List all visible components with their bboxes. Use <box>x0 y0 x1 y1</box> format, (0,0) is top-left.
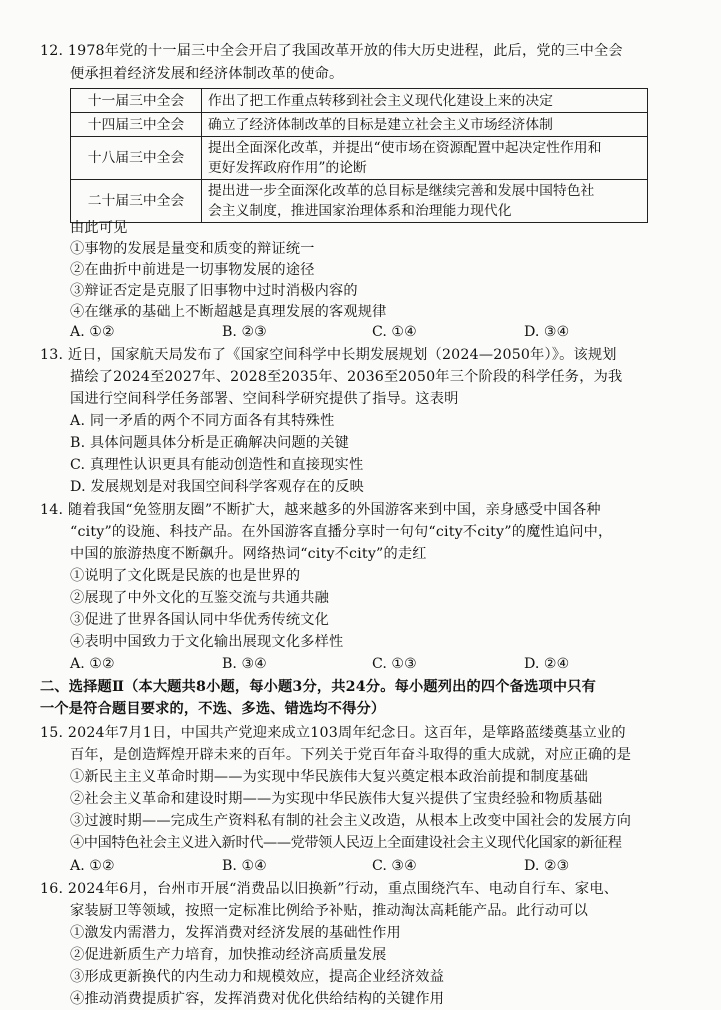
q15-stem-line2: 百年，是创造辉煌开辟未来的百年。下列关于党百年奋斗取得的重大成就，对应正确的是 <box>70 747 632 763</box>
q14-option-c: C. ①③ <box>372 656 417 672</box>
q12-option-d: D. ③④ <box>524 324 570 340</box>
content-line: 提出全面深化改革，并提出“使市场在资源配置中起决定性作用和 <box>208 140 602 156</box>
q12-option-c: C. ①④ <box>372 324 417 340</box>
table-row <box>71 180 648 223</box>
q12-sessions-table <box>70 88 648 223</box>
session-cell: 十八届三中全会 <box>71 137 202 180</box>
q14-item-1: ①说明了文化既是民族的也是世界的 <box>70 568 301 584</box>
q13-choice-d: D. 发展规划是对我国空间科学客观存在的反映 <box>70 479 364 495</box>
content-cell: 确立了经济体制改革的目标是建立社会主义市场经济体制 <box>202 113 648 137</box>
content-line: 会主义制度，推进国家治理体系和治理能力现代化 <box>208 203 512 219</box>
section-2-heading: 二、选择题Ⅱ（本大题共8小题，每小题3分，共24分。每小题列出的四个备选项中只有 <box>40 679 597 695</box>
section-2-heading-line2: 一个是符合题目要求的，不选、多选、错选均不得分） <box>40 701 386 717</box>
session-cell: 十一届三中全会 <box>71 89 202 113</box>
table-row <box>71 137 648 180</box>
content-line: 提出进一步全面深化改革的总目标是继续完善和发展中国特色社 <box>208 183 595 199</box>
q13-choice-b: B. 具体问题具体分析是正确解决问题的关键 <box>70 435 350 451</box>
session-cell: 十四届三中全会 <box>71 113 202 137</box>
q12-stem-line1: 12. 1978年党的十一届三中全会开启了我国改革开放的伟大历史进程，此后，党的三中全会 <box>40 43 623 59</box>
q12-item-3: ③辩证否定是克服了旧事物中过时消极内容的 <box>70 283 358 299</box>
q14-option-a: A. ①② <box>70 656 115 672</box>
q16-item-3: ③形成更新换代的内生动力和规模效应，提高企业经济效益 <box>70 969 445 985</box>
q16-item-1: ①激发内需潜力，发挥消费对经济发展的基础性作用 <box>70 925 401 941</box>
q15-stem-line1: 15. 2024年7月1日，中国共产党迎来成立103周年纪念日。这百年，是筚路蓝缕奠基立业的 <box>40 725 626 741</box>
q15-option-a: A. ①② <box>70 858 115 874</box>
q16-item-4: ④推动消费提质扩容，发挥消费对优化供给结构的关键作用 <box>70 991 445 1007</box>
q12-item-4: ④在继承的基础上不断超越是真理发展的客观规律 <box>70 304 387 320</box>
content-line: 更好发挥政府作用”的论断 <box>208 160 367 176</box>
q12-option-a: A. ①② <box>70 324 115 340</box>
q14-stem-line3: 中国的旅游热度不断飙升。网络热词“city不city”的走红 <box>70 546 427 562</box>
q15-option-c: C. ③④ <box>372 858 417 874</box>
q14-option-d: D. ②④ <box>524 656 570 672</box>
q13-choice-c: C. 真理性认识更具有能动创造性和直接现实性 <box>70 457 364 473</box>
q12-stem-line2: 便承担着经济发展和经济体制改革的使命。 <box>70 66 344 82</box>
q16-stem-line2: 家装厨卫等领域，按照一定标准比例给予补贴，推动淘汰高耗能产品。此行动可以 <box>70 903 588 919</box>
q15-item-2: ②社会主义革命和建设时期——为实现中华民族伟大复兴提供了宝贵经验和物质基础 <box>70 791 603 807</box>
content-cell <box>202 137 648 180</box>
q13-choice-a: A. 同一矛盾的两个不同方面各有其特殊性 <box>70 413 335 429</box>
q16-item-2: ②促进新质生产力培育，加快推动经济高质量发展 <box>70 947 387 963</box>
q14-item-4: ④表明中国致力于文化输出展现文化多样性 <box>70 634 344 650</box>
q14-option-b: B. ③④ <box>222 656 267 672</box>
session-cell: 二十届三中全会 <box>71 180 202 223</box>
q14-stem-line1: 14. 随着我国“免签朋友圈”不断扩大，越来越多的外国游客来到中国，亲身感受中国各种 <box>40 502 601 518</box>
content-cell: 作出了把工作重点转移到社会主义现代化建设上来的决定 <box>202 89 648 113</box>
q12-option-b: B. ②③ <box>222 324 267 340</box>
table-row <box>71 89 648 113</box>
q16-stem-line1: 16. 2024年6月，台州市开展“消费品以旧换新”行动，重点围绕汽车、电动自行车、家电、 <box>40 881 619 897</box>
q12-item-2: ②在曲折中前进是一切事物发展的途径 <box>70 262 315 278</box>
q15-item-3: ③过渡时期——完成生产资料私有制的社会主义改造，从根本上改变中国社会的发展方向 <box>70 813 632 829</box>
q12-item-1: ①事物的发展是量变和质变的辩证统一 <box>70 241 315 257</box>
q15-item-4: ④中国特色社会主义进入新时代——党带领人民迈上全面建设社会主义现代化国家的新征程 <box>70 835 622 851</box>
content-cell <box>202 180 648 223</box>
q15-option-d: D. ②③ <box>524 858 570 874</box>
q13-stem-line1: 13. 近日，国家航天局发布了《国家空间科学中长期发展规划（2024—2050年）》。该规划 <box>40 347 617 363</box>
table-row <box>71 113 648 137</box>
q14-item-2: ②展现了中外文化的互鉴交流与共通共融 <box>70 590 329 606</box>
q14-item-3: ③促进了世界各国认同中华优秀传统文化 <box>70 612 329 628</box>
q13-stem-line3: 国进行空间科学任务部署、空间科学研究提供了指导。这表明 <box>70 391 459 407</box>
q12-lead: 由此可见 <box>70 220 128 236</box>
q14-stem-line2: “city”的设施、科技产品。在外国游客直播分享时一句句“city不city”的魔性追问中， <box>70 524 613 540</box>
q15-option-b: B. ①④ <box>222 858 267 874</box>
q13-stem-line2: 描绘了2024至2027年、2028至2035年、2036至2050年三个阶段的科学任务，为我 <box>70 369 623 385</box>
q15-item-1: ①新民主主义革命时期——为实现中华民族伟大复兴奠定根本政治前提和制度基础 <box>70 769 588 785</box>
